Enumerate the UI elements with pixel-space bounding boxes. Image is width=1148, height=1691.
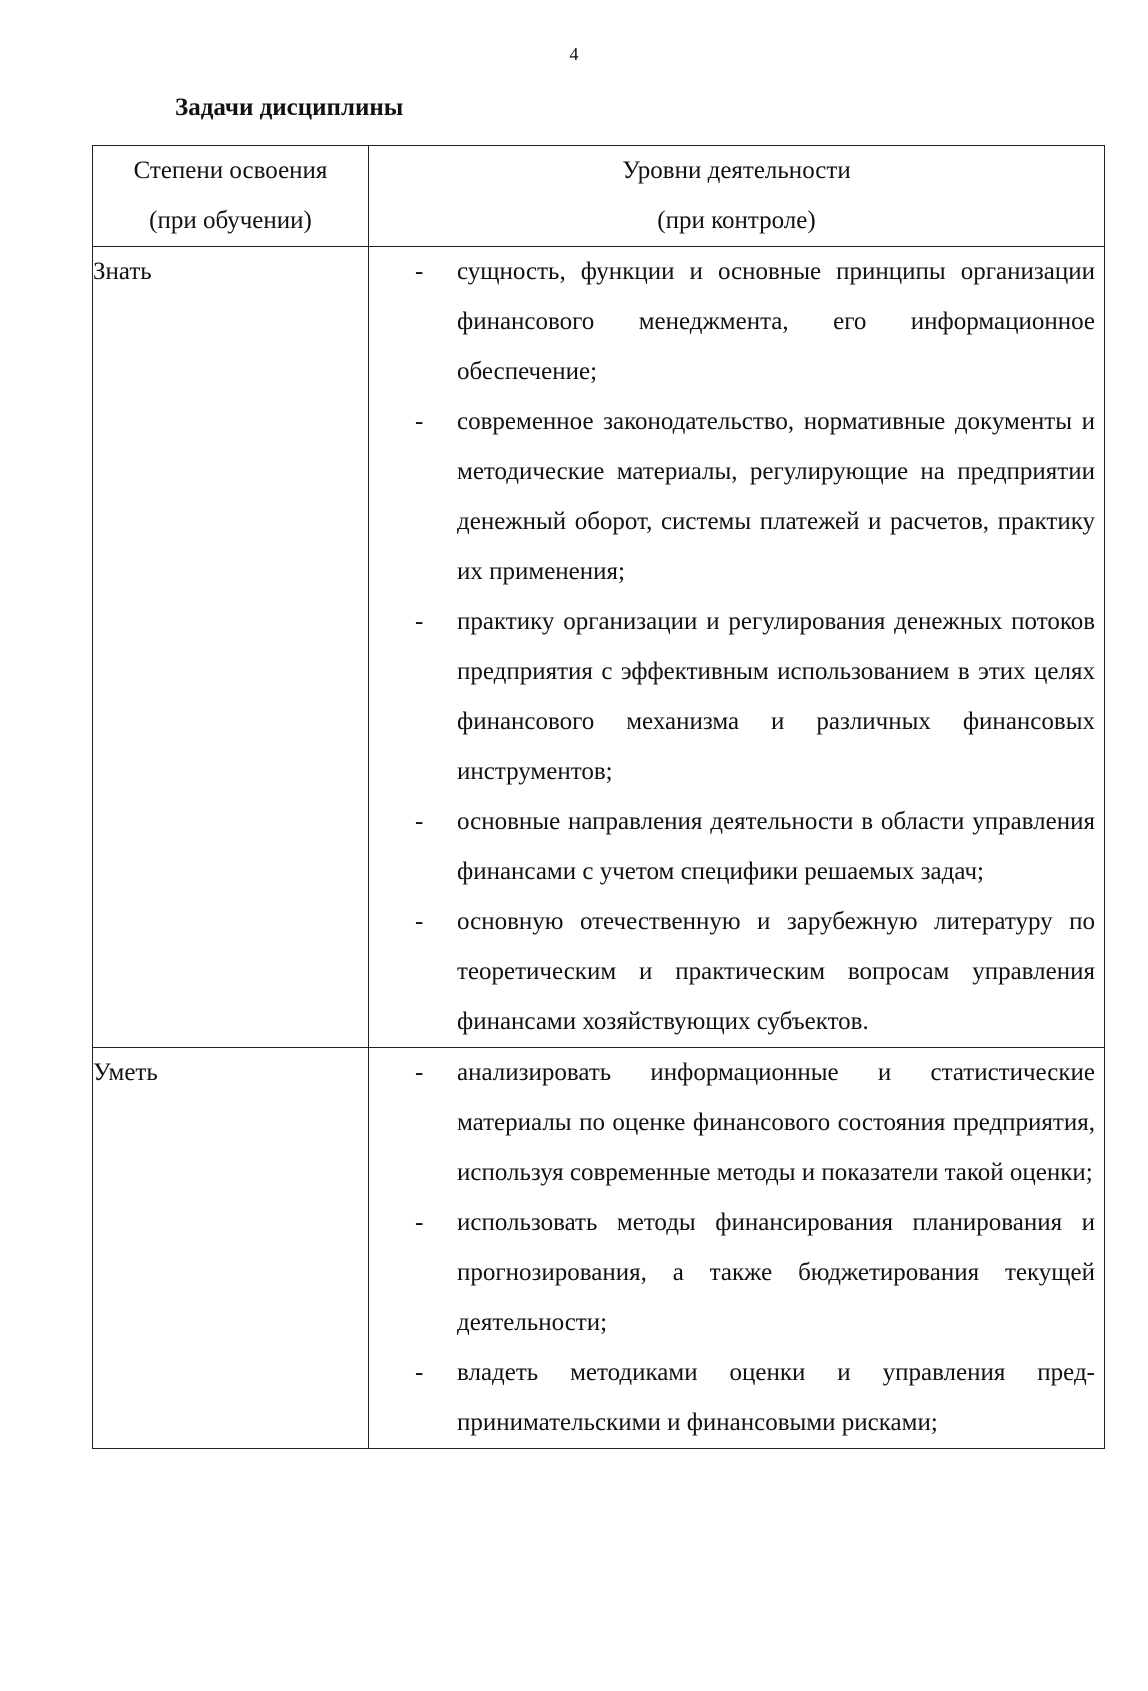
header-activity-level <box>369 146 1105 247</box>
row-items-can <box>369 1048 1105 1449</box>
list-item: - современное законодательство, нормативные документы и методические материалы, регулирующие на предприятии денежный оборот, системы платежей и расчетов, практику их применения; <box>369 397 1104 597</box>
table-header-row <box>93 146 1105 247</box>
table-row <box>93 247 1105 1048</box>
list-item: - практику организации и регулирования денежных потоков предприятия с эффективным использованием в этих целях финансового механизма и различных финансовых инструментов; <box>369 597 1104 797</box>
header-mastery-degree <box>93 146 369 247</box>
header-activity-line1: Уровни деятельности <box>622 157 851 184</box>
list-item: - сущность, функции и основные принципы организации финансового менеджмента, его информационное обеспечение; <box>369 247 1104 397</box>
page-number: 4 <box>569 44 579 64</box>
list-item: - владеть методиками оценки и управления предпринимательскими и финансовыми рисками; <box>369 1348 1104 1448</box>
row-label-can: Уметь <box>93 1048 369 1449</box>
list-item: - основные направления деятельности в области управления финансами с учетом специфики решаемых задач; <box>369 797 1104 897</box>
header-mastery-line1: Степени освоения <box>133 157 328 184</box>
tasks-table <box>92 145 1105 1449</box>
section-title: Задачи дисциплины <box>175 94 404 121</box>
know-list <box>369 247 1104 1047</box>
list-item: - основную отечественную и зарубежную литературу по теоретическим и практическим вопросам управления финансами хозяйствующих субъектов. <box>369 897 1104 1047</box>
header-mastery-line2: (при обучении) <box>149 207 312 234</box>
table-row <box>93 1048 1105 1449</box>
row-label-know: Знать <box>93 247 369 1048</box>
header-activity-line2: (при контроле) <box>657 207 816 234</box>
list-item: - анализировать информационные и статистические материалы по оценке финансового состояния предприятия, используя современные методы и показатели такой оценки; <box>369 1048 1104 1198</box>
can-list <box>369 1048 1104 1448</box>
row-items-know <box>369 247 1105 1048</box>
list-item: - использовать методы финансирования планирования и прогнозирования, а также бюджетирования текущей деятельности; <box>369 1198 1104 1348</box>
